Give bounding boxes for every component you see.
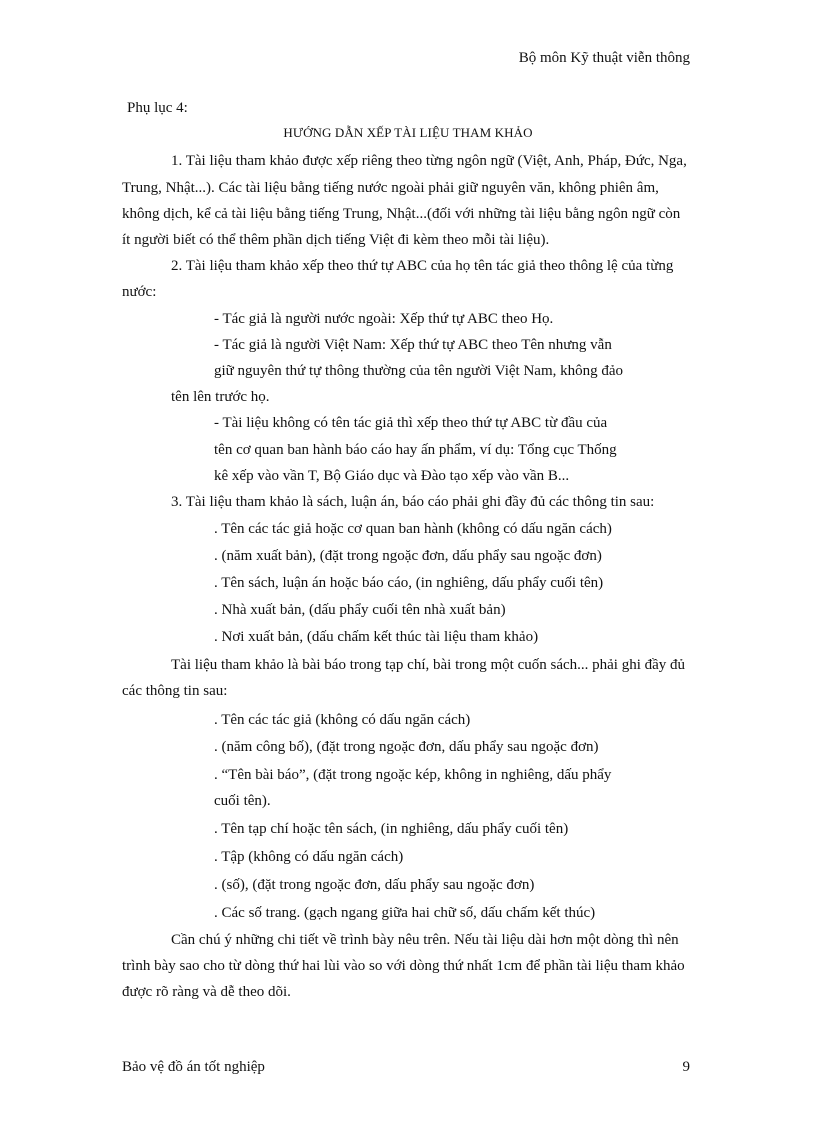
section2-line-1: 2. Tài liệu tham khảo xếp theo thứ tự ABC của họ tên tác giả theo thông lệ của từng	[171, 258, 674, 274]
section3-item-1: . Tên các tác giả hoặc cơ quan ban hành (không có dấu ngăn cách)	[214, 521, 612, 537]
section2-rule-2-end: tên lên trước họ.	[171, 389, 270, 405]
section4-line-2: các thông tin sau:	[122, 683, 228, 699]
appendix-label: Phụ lục 4:	[127, 100, 188, 116]
section3-item-3: . Tên sách, luận án hoặc báo cáo, (in nghiêng, dấu phẩy cuối tên)	[214, 575, 604, 591]
section2-rule-3: - Tài liệu không có tên tác giả thì xếp theo thứ tự ABC từ đầu của	[214, 415, 608, 431]
section4-item-6: . (số), (đặt trong ngoặc đơn, dấu phẩy sau ngoặc đơn)	[214, 877, 535, 893]
closing-line-2: trình bày sao cho từ dòng thứ hai lùi vào so với dòng thứ nhất 1cm để phần tài liệu tham khảo	[122, 958, 685, 974]
section3-item-4: . Nhà xuất bản, (dấu phẩy cuối tên nhà xuất bản)	[214, 602, 506, 618]
section4-item-3: . “Tên bài báo”, (đặt trong ngoặc kép, không in nghiêng, dấu phẩy	[214, 767, 612, 783]
page-number: 9	[682, 1059, 690, 1075]
section4-item-5: . Tập (không có dấu ngăn cách)	[214, 849, 404, 865]
section2-rule-1: - Tác giả là người nước ngoài: Xếp thứ tự ABC theo Họ.	[214, 311, 554, 327]
section1-line-4: ít người biết có thể thêm phần dịch tiếng Việt đi kèm theo mỗi tài liệu).	[122, 232, 550, 248]
section2-rule-2: - Tác giả là người Việt Nam: Xếp thứ tự ABC theo Tên nhưng vẫn	[214, 337, 612, 353]
section2-line-2: nước:	[122, 284, 157, 300]
section1-line-3: không dịch, kể cả tài liệu bằng tiếng Trung, Nhật...(đối với những tài liệu bằng ngôn ngữ còn	[122, 206, 681, 222]
section4-item-4: . Tên tạp chí hoặc tên sách, (in nghiêng, dấu phẩy cuối tên)	[214, 821, 569, 837]
section1-line-1: 1. Tài liệu tham khảo được xếp riêng theo từng ngôn ngữ (Việt, Anh, Pháp, Đức, Nga,	[171, 153, 687, 169]
closing-line-3: được rõ ràng và dễ theo dõi.	[122, 984, 291, 1000]
section4-item-3-cont: cuối tên).	[214, 793, 271, 809]
section4-item-1: . Tên các tác giả (không có dấu ngăn cách)	[214, 712, 471, 728]
section4-item-7: . Các số trang. (gạch ngang giữa hai chữ số, dấu chấm kết thúc)	[214, 905, 596, 921]
document-title: HƯỚNG DẪN XẾP TÀI LIỆU THAM KHẢO	[283, 125, 533, 140]
section2-rule-2-cont: giữ nguyên thứ tự thông thường của tên người Việt Nam, không đảo	[214, 363, 624, 379]
section2-rule-3-end: kê xếp vào vần T, Bộ Giáo dục và Đào tạo xếp vào vần B...	[214, 468, 570, 484]
page-footer: Bảo vệ đồ án tốt nghiệp	[122, 1059, 265, 1075]
closing-line-1: Cần chú ý những chi tiết về trình bày nêu trên. Nếu tài liệu dài hơn một dòng thì nên	[171, 932, 679, 948]
section3-item-2: . (năm xuất bản), (đặt trong ngoặc đơn, dấu phẩy sau ngoặc đơn)	[214, 548, 602, 564]
section4-line-1: Tài liệu tham khảo là bài báo trong tạp chí, bài trong một cuốn sách... phải ghi đầy đủ	[171, 657, 686, 673]
section1-line-2: Trung, Nhật...). Các tài liệu bằng tiếng nước ngoài phải giữ nguyên văn, không phiên âm,	[122, 180, 659, 196]
page-header: Bộ môn Kỹ thuật viễn thông	[518, 50, 690, 66]
section3-item-5: . Nơi xuất bản, (dấu chấm kết thúc tài liệu tham khảo)	[214, 629, 539, 645]
section3-intro: 3. Tài liệu tham khảo là sách, luận án, báo cáo phải ghi đầy đủ các thông tin sau:	[171, 494, 655, 510]
section4-item-2: . (năm công bố), (đặt trong ngoặc đơn, dấu phẩy sau ngoặc đơn)	[214, 739, 599, 755]
section2-rule-3-cont: tên cơ quan ban hành báo cáo hay ấn phẩm, ví dụ: Tổng cục Thống	[214, 442, 617, 458]
